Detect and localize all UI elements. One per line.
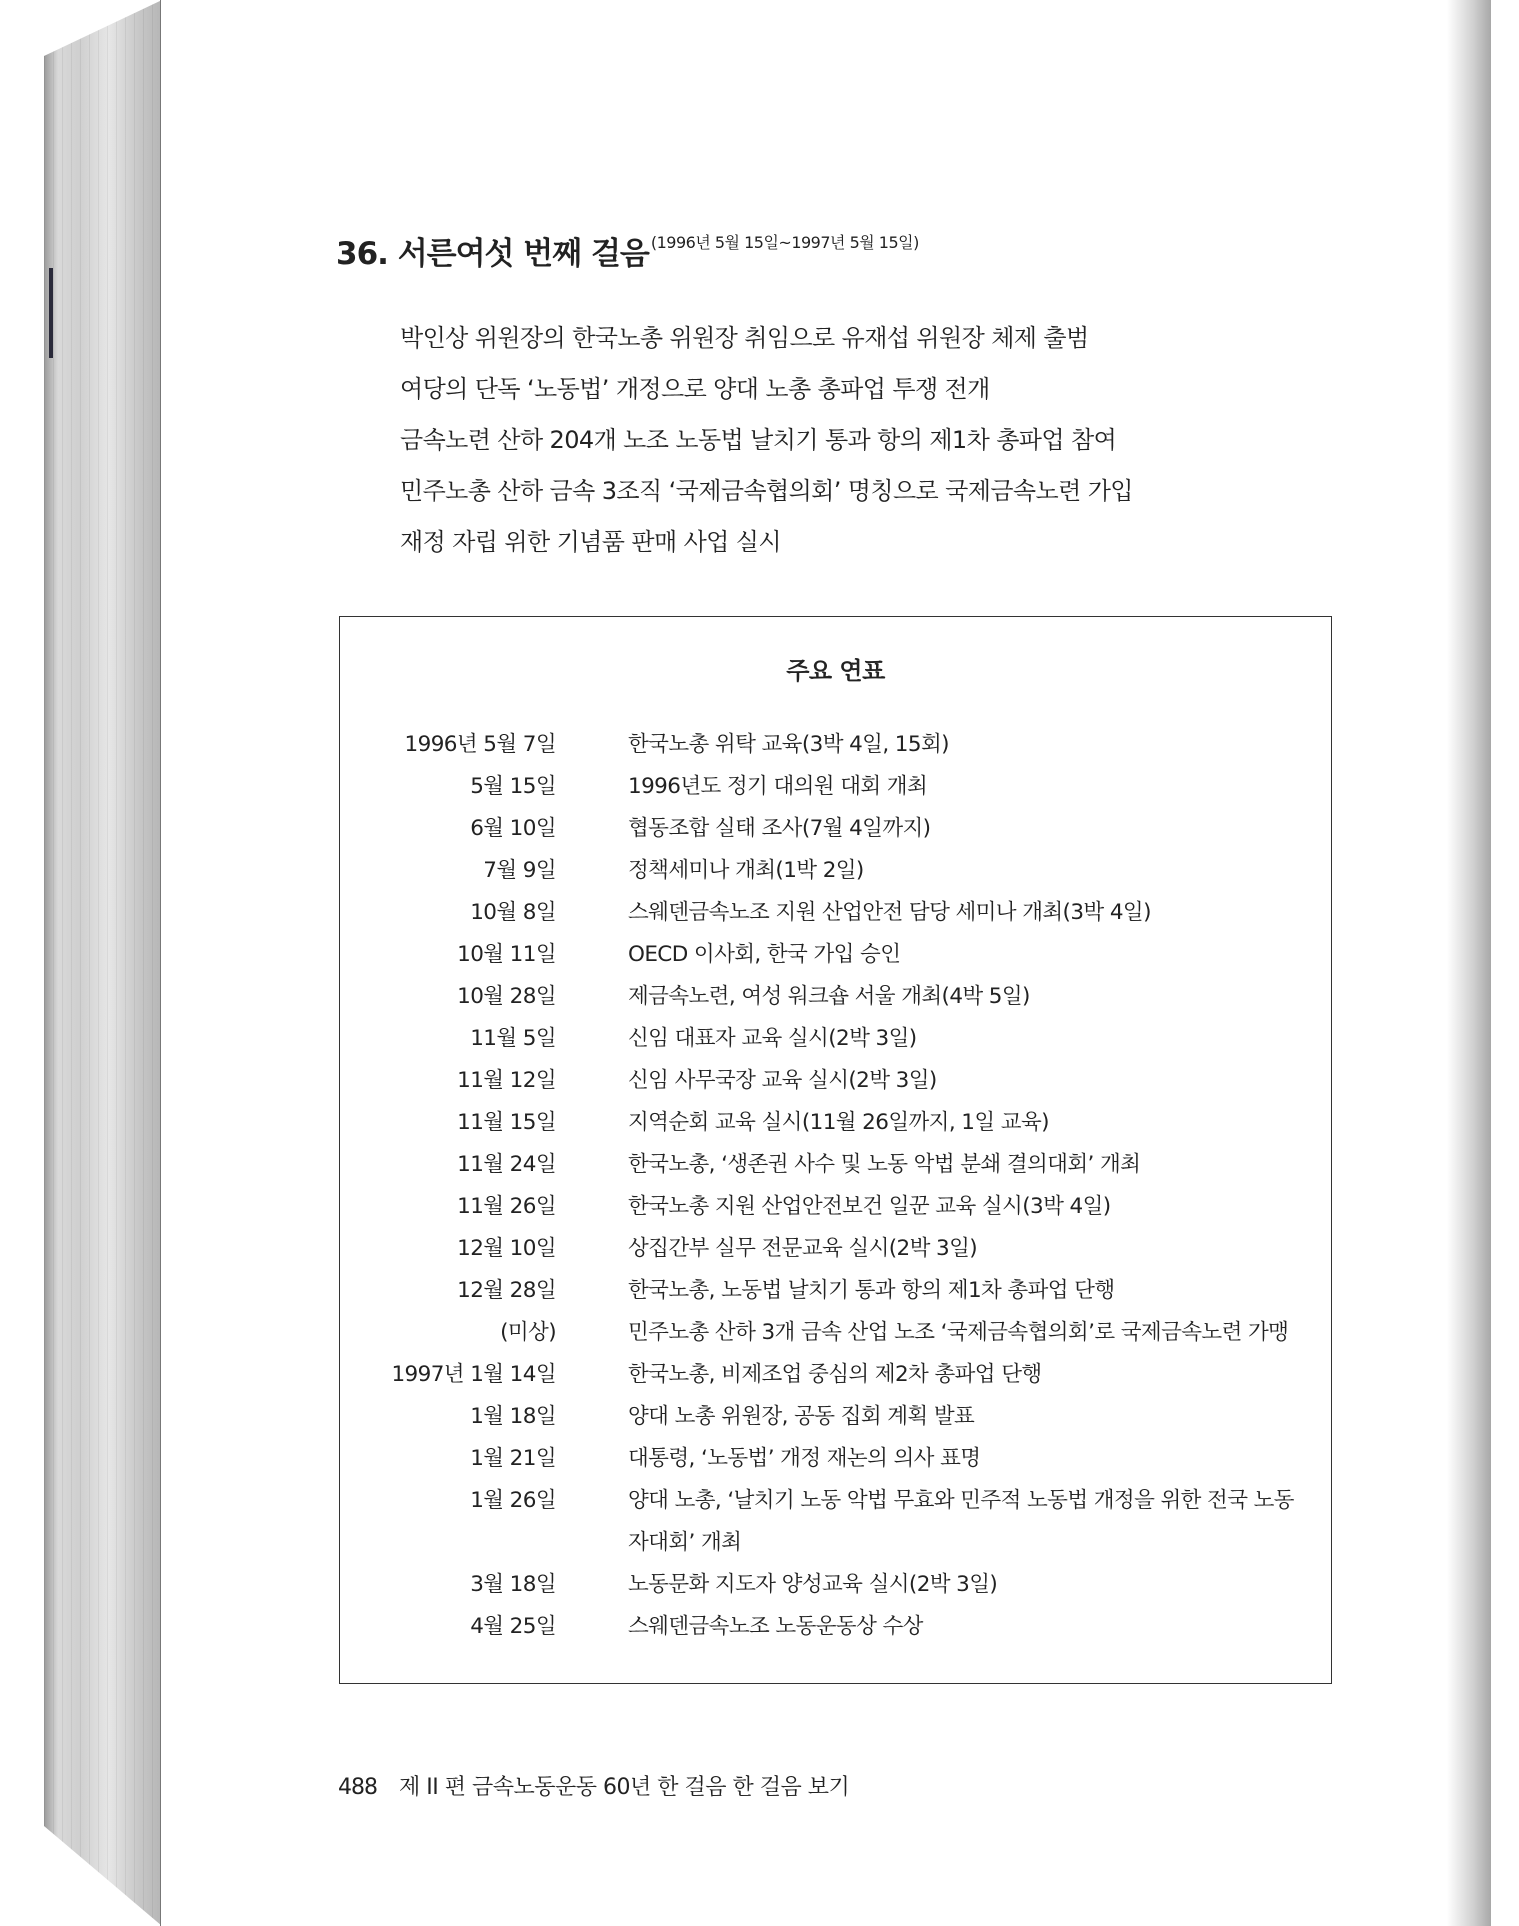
summary-list [400,313,1133,568]
summary-item: 민주노총 산하 금속 3조직 ‘국제금속협의회’ 명칭으로 국제금속노련 가입 [400,477,1133,505]
chronology-event: 상집간부 실무 전문교육 실시(2박 3일) [628,1236,978,1261]
chronology-row [340,724,1331,766]
chronology-date: 6월 10일 [470,816,556,841]
chronology-event: 양대 노총, ‘날치기 노동 악법 무효와 민주적 노동법 개정을 위한 전국 노동자대회’ 개최 [628,1488,1294,1555]
chronology-row [340,1480,1331,1564]
chronology-row [340,1228,1331,1270]
chronology-row [340,1564,1331,1606]
chronology-date: 10월 28일 [457,984,556,1009]
chronology-row [340,1396,1331,1438]
chronology-event: 1996년도 정기 대의원 대회 개최 [628,774,928,799]
chronology-title: 주요 연표 [786,657,885,685]
chronology-date: 10월 11일 [457,942,556,967]
chronology-row [340,808,1331,850]
chronology-rows [340,724,1331,1648]
chronology-row [340,1312,1331,1354]
chronology-row [340,1186,1331,1228]
chronology-event: 양대 노총 위원장, 공동 집회 계획 발표 [628,1404,975,1429]
chronology-date: 11월 12일 [457,1068,556,1093]
chapter-title: 36. 서른여섯 번째 걸음 [336,236,649,272]
chronology-event: 정책세미나 개최(1박 2일) [628,858,864,883]
chronology-date: 3월 18일 [470,1572,556,1597]
chronology-date: 11월 24일 [457,1152,556,1177]
summary-item: 박인상 위원장의 한국노총 위원장 취임으로 유재섭 위원장 체제 출범 [400,324,1089,352]
chronology-date: 1996년 5월 7일 [404,732,556,757]
chronology-row [340,1060,1331,1102]
chronology-date: 1월 21일 [470,1446,556,1471]
chronology-event: 지역순회 교육 실시(11월 26일까지, 1일 교육) [628,1110,1049,1135]
chronology-date: 11월 5일 [470,1026,556,1051]
chronology-date: 12월 10일 [457,1236,556,1261]
chronology-event: 한국노총 위탁 교육(3박 4일, 15회) [628,732,949,757]
chronology-row [340,934,1331,976]
book-page-edges [44,0,162,1926]
page-footer [338,1770,849,1801]
summary-item: 재정 자립 위한 기념품 판매 사업 실시 [400,528,781,556]
chronology-date: (미상) [500,1320,556,1345]
chronology-event: 제금속노련, 여성 워크숍 서울 개최(4박 5일) [628,984,1030,1009]
chronology-row [340,976,1331,1018]
chronology-date: 10월 8일 [470,900,556,925]
chronology-event: 한국노총 지원 산업안전보건 일꾼 교육 실시(3박 4일) [628,1194,1111,1219]
chronology-event: 노동문화 지도자 양성교육 실시(2박 3일) [628,1572,998,1597]
chronology-row [340,1144,1331,1186]
chronology-date: 1월 26일 [470,1488,556,1513]
chronology-row [340,850,1331,892]
summary-item: 여당의 단독 ‘노동법’ 개정으로 양대 노총 총파업 투쟁 전개 [400,375,990,403]
chronology-date: 12월 28일 [457,1278,556,1303]
chronology-event: 신임 대표자 교육 실시(2박 3일) [628,1026,917,1051]
chapter-heading [336,228,919,273]
chronology-row [340,766,1331,808]
chronology-date: 7월 9일 [483,858,556,883]
chronology-event: 한국노총, 노동법 날치기 통과 항의 제1차 총파업 단행 [628,1278,1115,1303]
chronology-event: OECD 이사회, 한국 가입 승인 [628,942,901,967]
footer-section-title: 제 II 편 금속노동운동 60년 한 걸음 한 걸음 보기 [399,1775,850,1800]
chronology-row [340,1018,1331,1060]
chronology-event: 대통령, ‘노동법’ 개정 재논의 의사 표명 [628,1446,981,1471]
chronology-event: 한국노총, ‘생존권 사수 및 노동 악법 분쇄 결의대회’ 개최 [628,1152,1141,1177]
chronology-row [340,1102,1331,1144]
chronology-event: 스웨덴금속노조 지원 산업안전 담당 세미나 개최(3박 4일) [628,900,1151,925]
chronology-event: 한국노총, 비제조업 중심의 제2차 총파업 단행 [628,1362,1042,1387]
chronology-row [340,1270,1331,1312]
chronology-row [340,1354,1331,1396]
chronology-row [340,892,1331,934]
chronology-date: 4월 25일 [470,1614,556,1639]
chronology-date: 11월 15일 [457,1110,556,1135]
chronology-date: 5월 15일 [470,774,556,799]
chronology-event: 민주노총 산하 3개 금속 산업 노조 ‘국제금속협의회’로 국제금속노련 가맹 [628,1320,1289,1345]
chronology-row [340,1606,1331,1648]
chronology-row [340,1438,1331,1480]
page-gutter-shadow [1447,0,1491,1926]
page-number: 488 [338,1775,377,1800]
chronology-event: 신임 사무국장 교육 실시(2박 3일) [628,1068,937,1093]
chronology-date: 11월 26일 [457,1194,556,1219]
edge-marker [49,268,53,358]
chronology-event: 협동조합 실태 조사(7월 4일까지) [628,816,931,841]
chronology-event: 스웨덴금속노조 노동운동상 수상 [628,1614,923,1639]
chapter-period: (1996년 5월 15일~1997년 5월 15일) [650,233,919,252]
summary-item: 금속노련 산하 204개 노조 노동법 날치기 통과 항의 제1차 총파업 참여 [400,426,1117,454]
chronology-date: 1997년 1월 14일 [391,1362,556,1387]
chronology-date: 1월 18일 [470,1404,556,1429]
chronology-box [339,616,1332,1684]
